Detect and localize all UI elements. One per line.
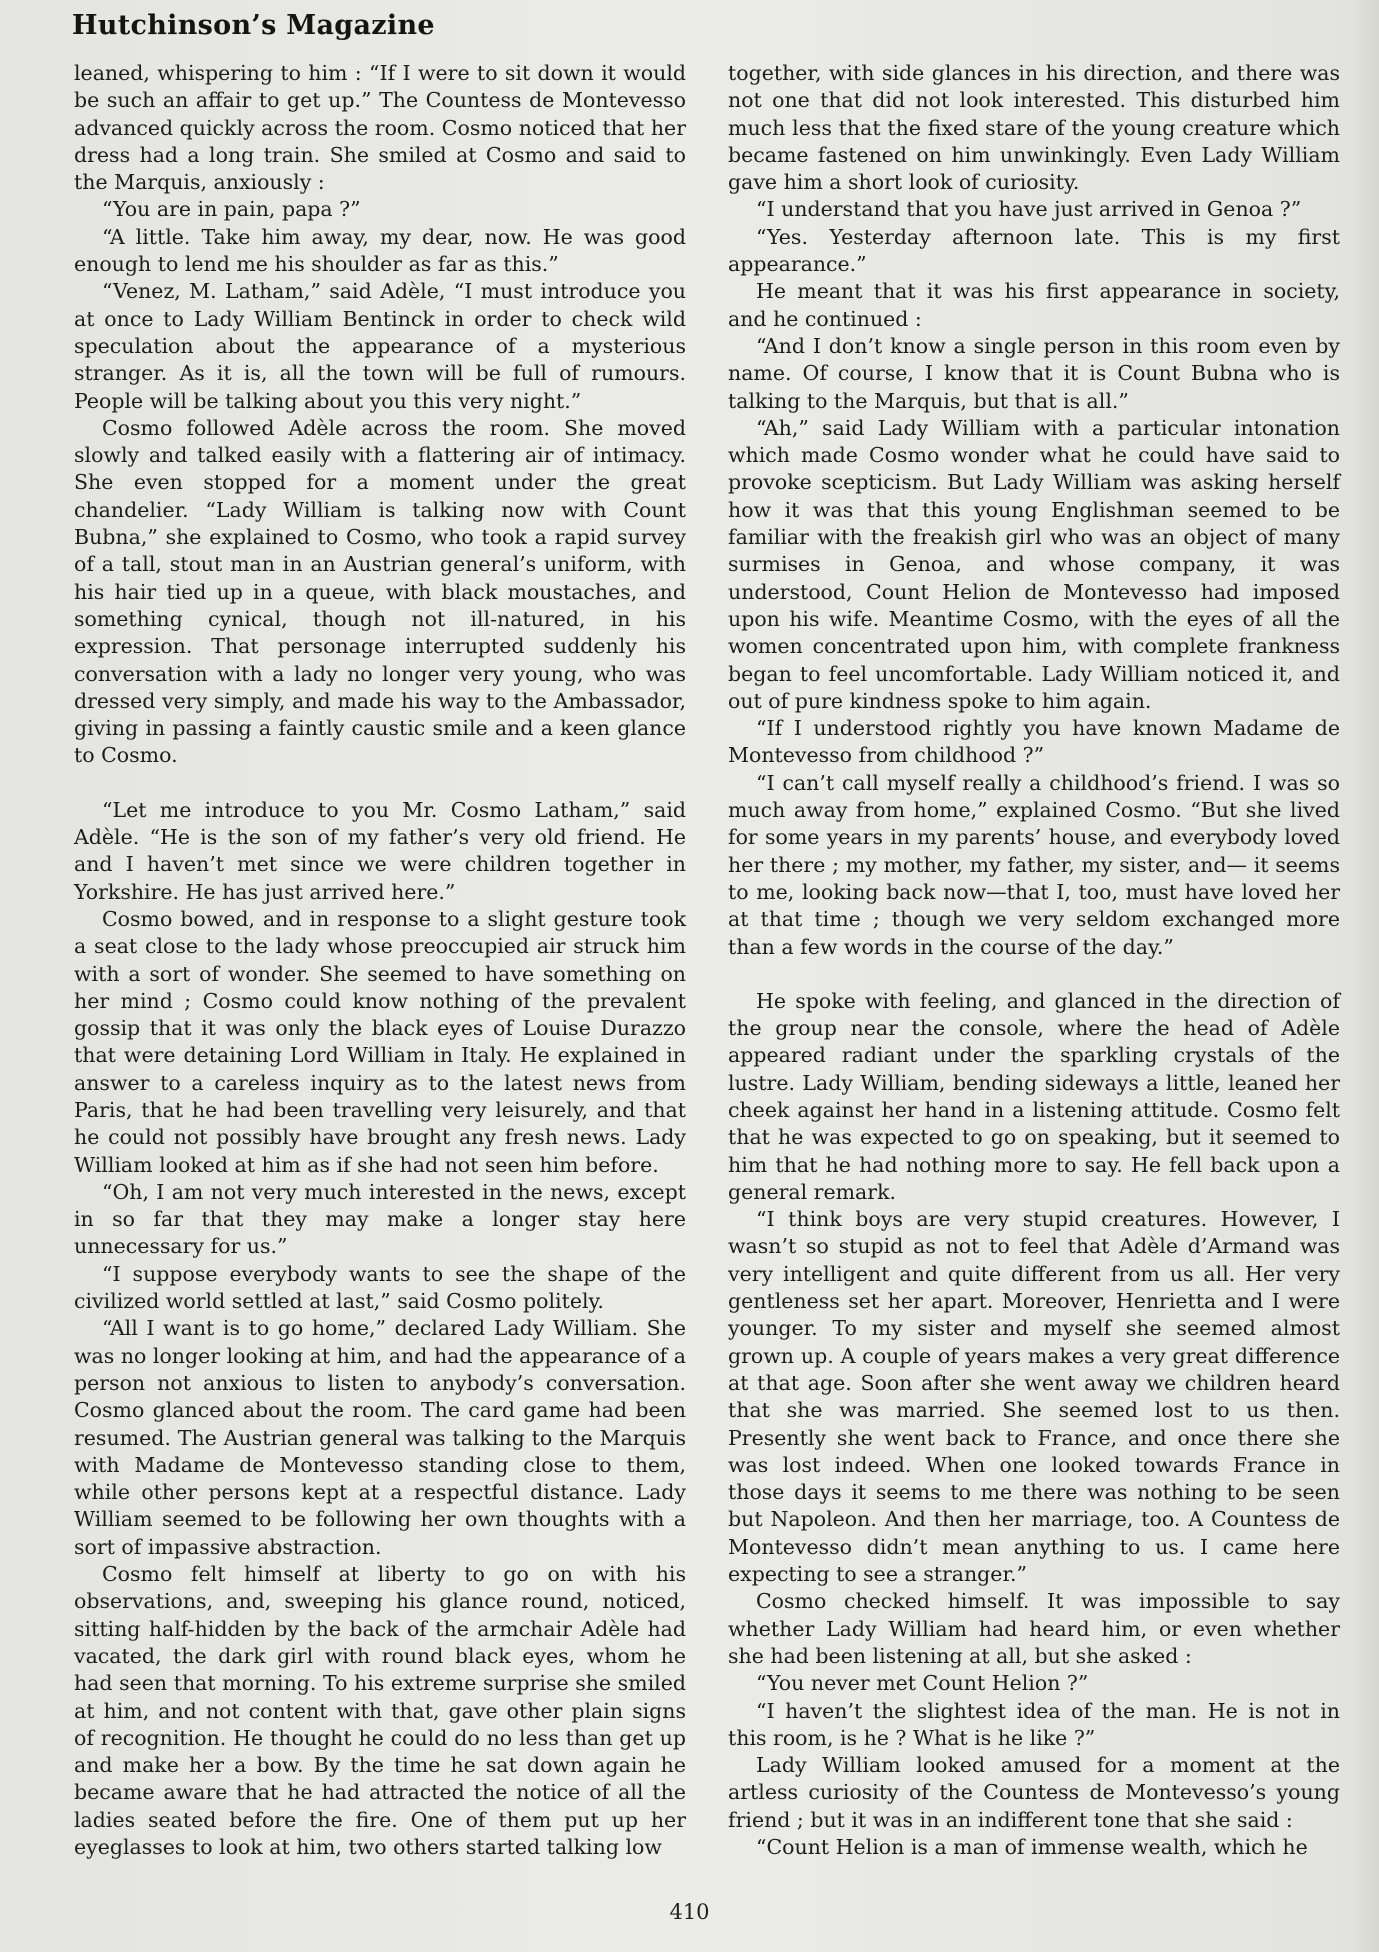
paragraph: leaned, whispering to him : “If I were to sit down it would be such an affair to get up.” The Countess de Montevesso advanced quickly across the room. Cosmo noticed that her dress had a long train. She smiled at Cosmo and said to the Marquis, anxiously : — [74, 61, 686, 195]
paragraph: “I haven’t the slightest idea of the man. He is not in this room, is he ? What is he like ?” — [728, 1698, 1340, 1750]
paragraph: together, with side glances in his direction, and there was not one that did not look interested. This disturbed him much less that the fixed stare of the young creature which became fastened on him unwinkingly. Even Lady William gave him a short look of curiosity. — [728, 61, 1340, 195]
paragraph: Cosmo checked himself. It was impossible to say whether Lady William had heard him, or even whether she had been listening at all, but she asked : — [728, 1589, 1340, 1668]
paragraph: Cosmo felt himself at liberty to go on with his observations, and, sweeping his glance round, noticed, sitting half-hidden by the back of the armchair Adèle had vacated, the dark girl with round black eyes, whom he had seen that morning. To his extreme surprise she smiled at him, and not content with that, gave other plain signs of recognition. He thought he could do no less than get up and make her a bow. By the time he sat down again he became aware that he had attracted the notice of all the ladies seated before the fire. One of them put up her eyeglasses to look at him, two others started talking low — [74, 1562, 686, 1859]
paragraph: Cosmo bowed, and in response to a slight gesture took a seat close to the lady whose preoccupied air struck him with a sort of wonder. She seemed to have something on her mind ; Cosmo could know nothing of the prevalent gossip that it was only the black eyes of Louise Durazzo that were detaining Lord William in Italy. He explained in answer to a careless inquiry as to the latest news from Paris, that he had been travelling very leisurely, and that he could not possibly have brought any fresh news. Lady William looked at him as if she had not seen him before. — [74, 906, 686, 1177]
paragraph: “You never met Count Helion ?” — [756, 1671, 1089, 1696]
running-header: Hutchinson’s Magazine — [72, 10, 435, 41]
paragraph: “And I don’t know a single person in this room even by name. Of course, I know that it is Count Bubna who is talking to the Marquis, but that is all.” — [728, 333, 1340, 413]
paragraph: “Count Helion is a man of immense wealth, which he — [756, 1835, 1308, 1859]
paragraph: He meant that it was his first appearance in society, and he continued : — [728, 279, 1340, 331]
paragraph: “Venez, M. Latham,” said Adèle, “I must introduce you at once to Lady William Bentinck in order to check wild speculation about the appearance of a mysterious stranger. As it is, all the town will be full of rumours. People will be talking about you this very night.” — [74, 279, 686, 413]
paragraph: “I think boys are very stupid creatures. However, I wasn’t so stupid as not to feel that Adèle d’Armand was very intelligent and quite different from us all. Her very gentleness set her apart. Moreover, Henrietta and I were younger. To my sister and myself she seemed almost grown up. A couple of years makes a very great difference at that age. Soon after she went away we children heard that she was married. She seemed lost to us then. Presently she went back to France, and once there she was lost indeed. When one looked towards France in those days it seems to me there was nothing to be seen but Napoleon. And then her marriage, too. A Countess de Montevesso didn’t mean anything to us. I came here expecting to see a stranger.” — [728, 1207, 1340, 1587]
paragraph: “If I understood rightly you have known Madame de Montevesso from childhood ?” — [728, 716, 1340, 768]
paragraph: “I understand that you have just arrived in Genoa ?” — [756, 197, 1302, 222]
paragraph: “Ah,” said Lady William with a particular intonation which made Cosmo wonder what he could have said to provoke scepticism. But Lady William was asking herself how it was that this young Englishman seemed to be familiar with the freakish girl who was an object of many surmises in Genoa, and whose company, it was understood, Count Helion de Montevesso had imposed upon his wife. Meantime Cosmo, with the eyes of all the women concentrated upon him, with complete frankness began to feel uncomfortable. Lady William noticed it, and out of pure kindness spoke to him again. — [728, 415, 1340, 713]
paragraph: Lady William looked amused for a moment at the artless curiosity of the Countess de Montevesso’s young friend ; but it was in an indifferent tone that she said : — [728, 1753, 1340, 1832]
paragraph: “I suppose everybody wants to see the shape of the civilized world settled at last,” said Cosmo politely. — [74, 1261, 686, 1314]
paragraph: “A little. Take him away, my dear, now. He was good enough to lend me his shoulder as far as this.” — [74, 224, 686, 277]
page-edge-shadow — [1351, 0, 1379, 1952]
paragraph: “Let me introduce to you Mr. Cosmo Latham,” said Adèle. “He is the son of my father’s very old friend. He and I haven’t met since we were children together in Yorkshire. He has just arrived here.” — [74, 797, 686, 904]
paragraph: “All I want is to go home,” declared Lady William. She was no longer looking at him, and had the appearance of a person not anxious to listen to anybody’s conversation. Cosmo glanced about the room. The card game had been resumed. The Austrian general was talking to the Marquis with Madame de Montevesso standing close to them, while other persons kept at a respectful distance. Lady William seemed to be following her own thoughts with a sort of impassive abstraction. — [74, 1316, 686, 1559]
paragraph: Cosmo followed Adèle across the room. She moved slowly and talked easily with a flattering air of intimacy. She even stopped for a moment under the great chandelier. “Lady William is talking now with Count Bubna,” she explained to Cosmo, who took a rapid survey of a tall, stout man in an Austrian general’s uniform, with his hair tied up in a queue, with black moustaches, and something cynical, though not ill-natured, in his expression. That personage interrupted suddenly his conversation with a lady no longer very young, who was dressed very simply, and made his way to the Ambassador, giving in passing a faintly caustic smile and a keen glance to Cosmo. — [74, 415, 686, 768]
paragraph: “Oh, I am not very much interested in the news, except in so far that they may make a longer stay here unnecessary for us.” — [74, 1179, 686, 1259]
page-number: 410 — [669, 1900, 710, 1924]
paragraph: “I can’t call myself really a childhood’s friend. I was so much away from home,” explained Cosmo. “But she lived for some years in my parents’ house, and everybody loved her there ; my mother, my father, my sister, and— it seems to me, looking back now—that I, too, must have loved her at that time ; though we very seldom exchanged more than a few words in the course of the day.” — [728, 770, 1340, 959]
paragraph: “You are in pain, papa ?” — [102, 197, 361, 222]
paragraph: He spoke with feeling, and glanced in the direction of the group near the console, where the head of Adèle appeared radiant under the sparkling crystals of the lustre. Lady William, bending sideways a little, leaned her cheek against her hand in a listening attitude. Cosmo felt that he was expected to go on speaking, but it seemed to him that he had nothing more to say. He fell back upon a general remark. — [728, 988, 1340, 1204]
right-column — [728, 60, 1340, 1861]
left-column — [74, 60, 686, 1861]
paragraph: “Yes. Yesterday afternoon late. This is my first appearance.” — [728, 224, 1340, 277]
